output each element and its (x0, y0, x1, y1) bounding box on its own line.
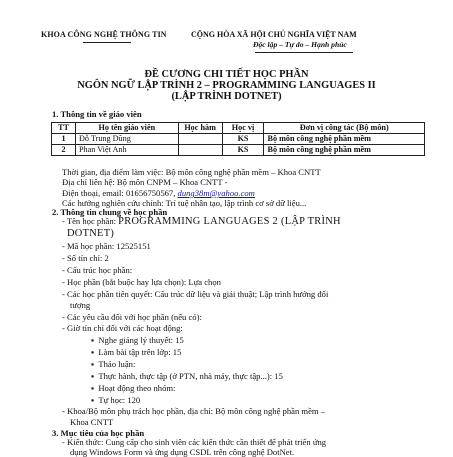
table-header-cell: TT (52, 123, 76, 134)
requirements-line: - Các yêu cầu đối với học phần (nếu có): (62, 312, 202, 322)
course-subtitle: (LẬP TRÌNH DOTNET) (171, 91, 282, 102)
document-header (41, 30, 433, 60)
table-cell: Bộ môn công nghệ phần mềm (264, 134, 425, 145)
bullet-icon: ▪ (91, 383, 99, 393)
phone-email-label: Điện thoại, email: 01656750567, (62, 188, 178, 198)
department-continued: Khoa CNTT (70, 417, 114, 427)
table-header-row (52, 123, 425, 134)
course-name-label: - Tên học phần: (62, 216, 119, 226)
table-row (52, 134, 425, 145)
email-link[interactable]: dung38m@yahoo.com (177, 188, 255, 198)
course-structure-line: - Cấu trúc học phần: (62, 265, 133, 275)
table-cell (178, 145, 222, 156)
table-header-cell: Đơn vị công tác (Bộ môn) (264, 123, 425, 134)
credits-line: - Số tín chỉ: 2 (62, 253, 109, 263)
work-place-line: Thời gian, địa điểm làm việc: Bộ môn công nghệ phần mềm – Khoa CNTT (62, 167, 321, 177)
contact-address-line: Địa chỉ liên hệ: Bộ môn CNPM – Khoa CNTT - (62, 177, 228, 187)
section-1-heading: 1. Thông tin về giáo viên (52, 109, 142, 119)
course-name-line (62, 216, 341, 228)
table-header-cell: Họ tên giáo viên (75, 123, 178, 134)
list-item: ▪ Làm bài tập trên lớp: 15 (91, 347, 182, 357)
table-header-cell: Học hàm (178, 123, 222, 134)
teacher-table (51, 122, 425, 156)
prerequisites-line: - Các học phần tiên quyết: Cấu trúc dữ liệu và giải thuật; Lập trình hướng đối (62, 289, 329, 299)
research-line: Các hướng nghiên cứu chính: Trí tuệ nhân tạo, lập trình cơ sở dữ liệu... (62, 198, 307, 208)
phone-email-line (62, 188, 255, 198)
bullet-icon: ▪ (91, 395, 99, 405)
table-cell: KS (222, 134, 264, 145)
document-title: ĐỀ CƯƠNG CHI TIẾT HỌC PHẦN (144, 69, 309, 80)
course-title: NGÔN NGỮ LẬP TRÌNH 2 – PROGRAMMING LANGUAGES II (77, 80, 376, 91)
bullet-icon: ▪ (91, 347, 99, 357)
bullet-icon: ▪ (91, 371, 99, 381)
section-3-heading: 3. Mục tiêu của học phần (52, 428, 145, 438)
course-name-continued: DOTNET) (67, 228, 115, 239)
credit-hours-line: - Giờ tín chỉ đối với các hoạt động: (62, 323, 183, 333)
bullet-icon: ▪ (91, 359, 99, 369)
section-2-heading: 2. Thông tin chung về học phần (52, 207, 168, 217)
list-item: ▪ Hoạt động theo nhóm: (91, 383, 176, 393)
course-name-value: PROGRAMMING LANGUAGES 2 (LẬP TRÌNH (118, 216, 341, 227)
course-type-line: - Học phần (bắt buộc hay lựa chọn): Lựa chọn (62, 277, 221, 287)
table-cell: 1 (52, 134, 76, 145)
department-line: - Khoa/Bộ môn phụ trách học phần, địa chỉ: Bộ môn công nghệ phần mềm – (62, 406, 326, 416)
knowledge-line: - Kiến thức: Cung cấp cho sinh viên các kiến thức cần thiết để phát triển ứng (62, 437, 327, 447)
bullet-icon: ▪ (91, 335, 99, 345)
faculty-name: KHOA CÔNG NGHỆ THÔNG TIN (41, 30, 167, 39)
national-motto: Độc lập – Tự do – Hạnh phúc (253, 40, 347, 49)
knowledge-continued: dụng Windows Form và ứng dụng CSDL trên công nghệ DotNet. (70, 447, 295, 457)
table-cell (178, 134, 222, 145)
list-item: ▪ Thực hành, thực tập (ở PTN, nhà máy, thực tập...): 15 (91, 371, 283, 381)
list-item: ▪ Tự học: 120 (91, 395, 141, 405)
faculty-underline (83, 42, 131, 43)
table-cell: Đỗ Trung Dũng (75, 134, 178, 145)
list-item: ▪ Thảo luận: (91, 359, 136, 369)
national-title: CỘNG HÒA XÃ HỘI CHỦ NGHĨA VIỆT NAM (191, 30, 357, 39)
table-header-cell: Học vị (222, 123, 264, 134)
table-cell: Bộ môn công nghệ phần mềm (264, 145, 425, 156)
table-cell: KS (222, 145, 264, 156)
motto-underline (255, 52, 353, 53)
table-cell: 2 (52, 145, 76, 156)
list-item: ▪ Nghe giảng lý thuyết: 15 (91, 335, 184, 345)
table-row (52, 145, 425, 156)
course-code-line: - Mã học phần: 12525151 (62, 241, 151, 251)
table-cell: Phan Việt Anh (75, 145, 178, 156)
prerequisites-continued: tượng (70, 300, 91, 310)
